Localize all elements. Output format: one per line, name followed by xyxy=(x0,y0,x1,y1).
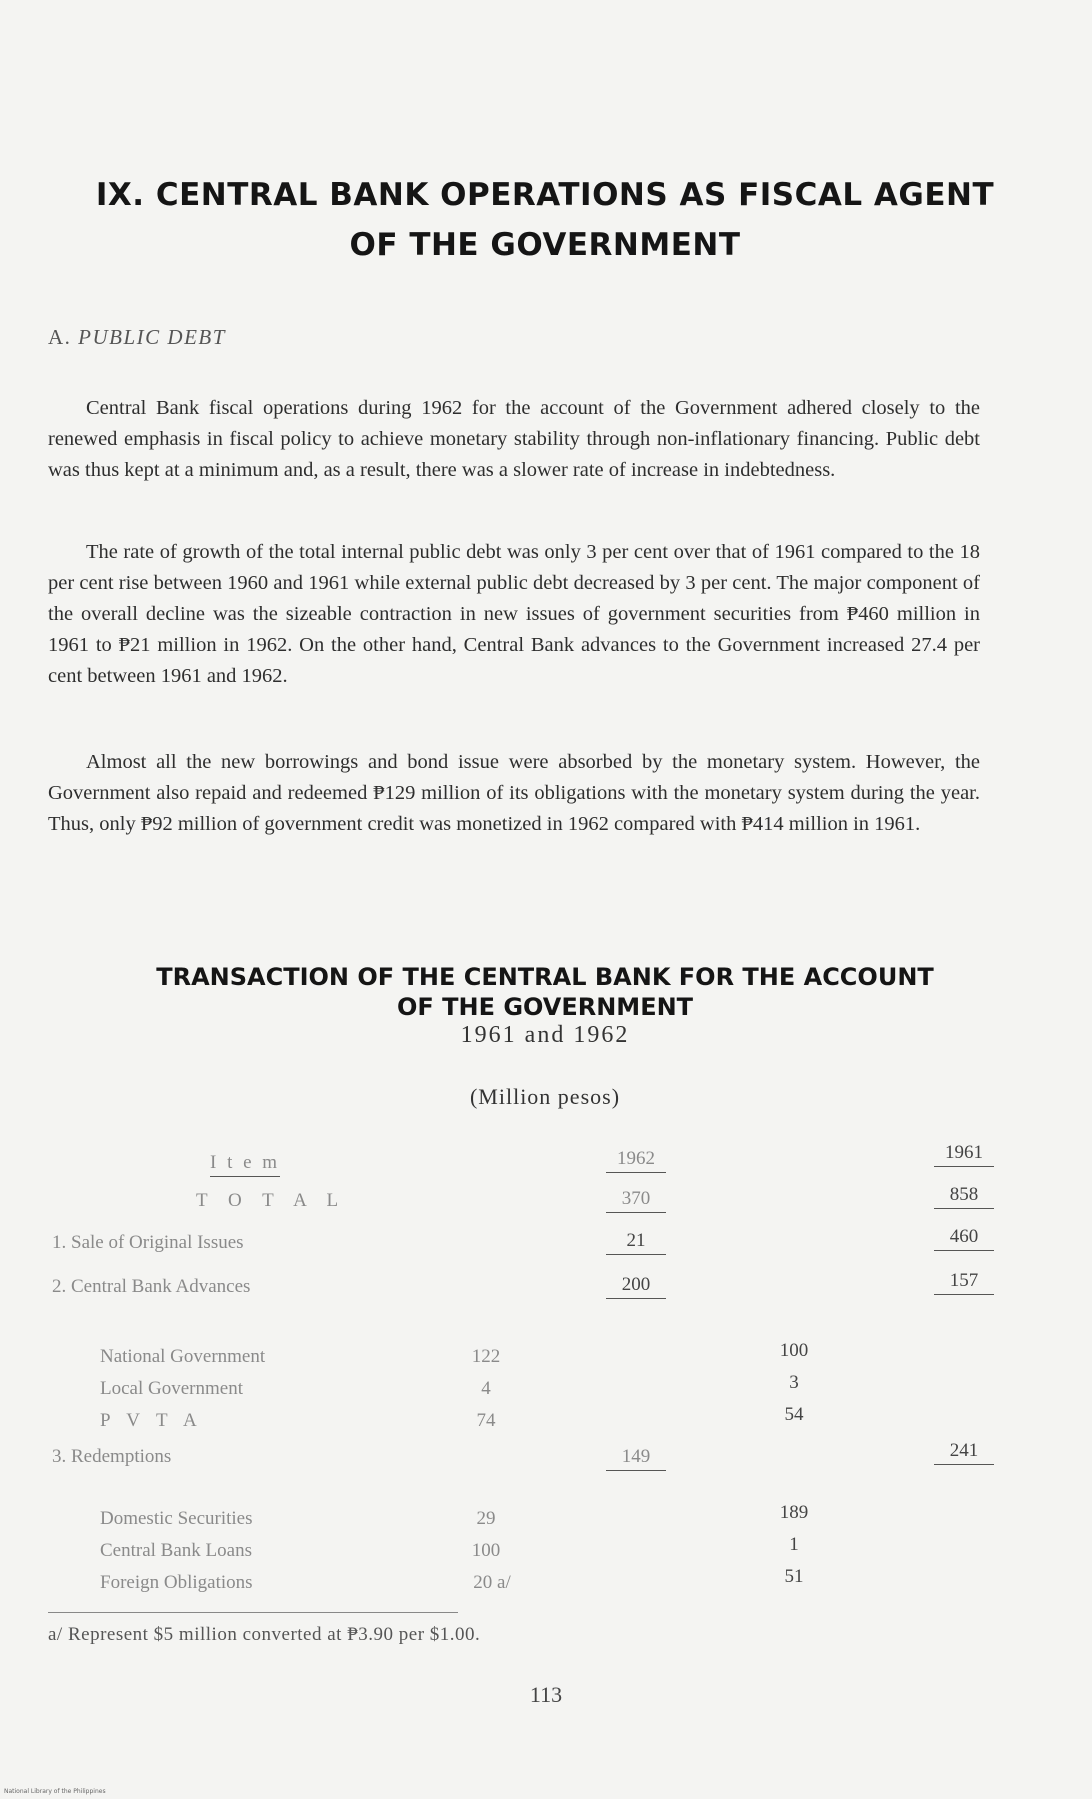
section-heading xyxy=(48,325,226,350)
table-years: 1961 and 1962 xyxy=(460,1022,630,1048)
sub-local-1961: 3 xyxy=(789,1372,799,1393)
header-item: I t e m xyxy=(210,1152,280,1177)
sub-foreign-1961: 51 xyxy=(784,1566,804,1587)
sub-foreign-label: Foreign Obligations xyxy=(100,1572,253,1593)
paragraph-3: Almost all the new borrowings and bond issue were absorbed by the monetary system. However, the Government also repaid and redeemed ₱129 million of its obligations with the monetary system during the year. Thus, only ₱92 million of government credit was monetized in 1962 compared with ₱414 million in 1961. xyxy=(48,751,980,835)
table-unit: (Million pesos) xyxy=(469,1084,621,1109)
sub-cbloans-1962: 100 xyxy=(471,1540,501,1561)
total-label: T O T A L xyxy=(196,1190,347,1211)
row-sale-label: 1. Sale of Original Issues xyxy=(52,1232,244,1253)
total-1962: 370 xyxy=(606,1188,666,1213)
total-1961: 858 xyxy=(934,1184,994,1209)
row-redemptions-1961: 241 xyxy=(934,1440,994,1465)
sub-national-label: National Government xyxy=(100,1346,266,1367)
row-advances-1962: 200 xyxy=(606,1274,666,1299)
paragraph-2: The rate of growth of the total internal public debt was only 3 per cent over that of 1961 compared to the 18 per cent rise between 1960 and 1961 while external public debt decreased by 3 per cent. The major component of the overall decline was the sizeable contraction in new issues of government securities from ₱460 million in 1961 to ₱21 million in 1962. On the other hand, Central Bank advances to the Government increased 27.4 per cent between 1961 and 1962. xyxy=(48,541,980,687)
sub-cbloans-1961: 1 xyxy=(789,1534,799,1555)
footnote: a/ Represent $5 million converted at ₱3.90 per $1.00. xyxy=(48,1624,481,1645)
paragraph-1: Central Bank fiscal operations during 1962 for the account of the Government adhered closely to the renewed emphasis in fiscal policy to achieve monetary stability through non-inflationary financing. Public debt was thus kept at a minimum and, as a result, there was a slower rate of increase in indebtedness. xyxy=(48,397,980,481)
sub-national-1962: 122 xyxy=(471,1346,501,1367)
header-1961: 1961 xyxy=(934,1142,994,1167)
table-title-line-2: OF THE GOVERNMENT xyxy=(396,993,694,1021)
section-letter: A. xyxy=(48,325,72,349)
row-redemptions-1962: 149 xyxy=(606,1446,666,1471)
sub-pvta-1961: 54 xyxy=(784,1404,804,1425)
row-advances-label: 2. Central Bank Advances xyxy=(52,1276,251,1297)
chapter-title-line-2: OF THE GOVERNMENT xyxy=(349,227,741,263)
sub-national-1961: 100 xyxy=(779,1340,809,1361)
chapter-title xyxy=(40,170,1050,270)
page-number: 113 xyxy=(529,1682,563,1707)
sub-domestic-1962: 29 xyxy=(476,1508,496,1529)
section-title: PUBLIC DEBT xyxy=(78,325,226,349)
scan-label: National Library of the Philippines xyxy=(4,1788,106,1795)
sub-local-label: Local Government xyxy=(100,1378,243,1399)
sub-pvta-label: P V T A xyxy=(100,1410,203,1431)
header-1962: 1962 xyxy=(606,1148,666,1173)
row-redemptions-label: 3. Redemptions xyxy=(52,1446,172,1467)
sub-domestic-label: Domestic Securities xyxy=(100,1508,253,1529)
sub-cbloans-label: Central Bank Loans xyxy=(100,1540,252,1561)
sub-local-1962: 4 xyxy=(481,1378,491,1399)
sub-foreign-1962: 20 a/ xyxy=(473,1572,511,1593)
row-advances-1961: 157 xyxy=(934,1270,994,1295)
row-sale-1962: 21 xyxy=(606,1230,666,1255)
table-title xyxy=(40,962,1050,1022)
table-title-line-1: TRANSACTION OF THE CENTRAL BANK FOR THE ACCOUNT xyxy=(156,963,934,991)
sub-domestic-1961: 189 xyxy=(779,1502,809,1523)
sub-pvta-1962: 74 xyxy=(476,1410,496,1431)
chapter-title-line-1: IX. CENTRAL BANK OPERATIONS AS FISCAL AGENT xyxy=(95,177,995,213)
footnote-rule xyxy=(48,1612,458,1613)
row-sale-1961: 460 xyxy=(934,1226,994,1251)
